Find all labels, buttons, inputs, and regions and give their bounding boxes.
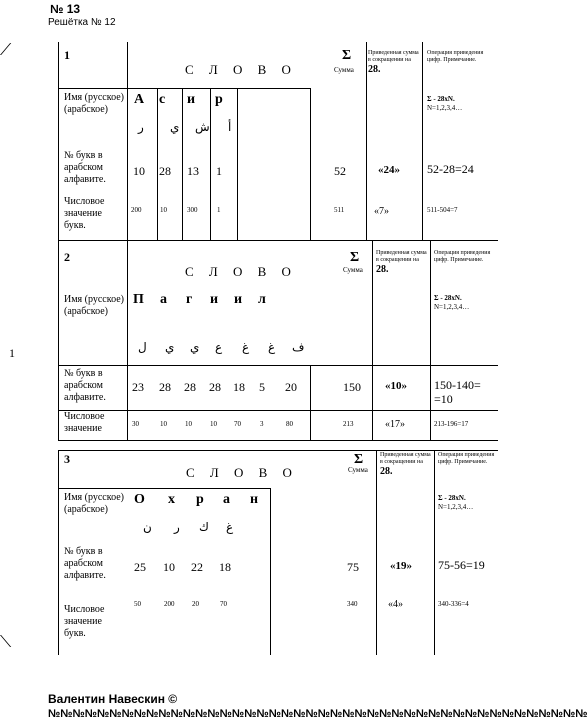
arabic-letter: ر xyxy=(138,120,144,134)
letter: с xyxy=(159,92,166,107)
letter-number: 22 xyxy=(191,560,203,574)
letter: О xyxy=(134,492,145,507)
numeric-sum: 511 xyxy=(334,206,345,214)
numeric-value: 10 xyxy=(185,420,192,428)
formula-n: N=1,2,3,4… xyxy=(434,303,470,311)
sum-label: Сумма xyxy=(343,266,363,274)
numeric-operation: 213-196=17 xyxy=(434,420,469,428)
side-label: 1 xyxy=(9,346,15,360)
arabic-letter: ي xyxy=(170,120,180,134)
sigma-symbol: Σ xyxy=(350,250,360,265)
numeric-value: 10 xyxy=(160,420,167,428)
number-sign-pattern: №№№№№№№№№№№№№№№№№№№№№№№№№№№№№№№№№№№№№№№№№№№№ xyxy=(48,708,588,720)
arabic-letter: ش xyxy=(195,120,210,134)
numeric-sum: 213 xyxy=(343,420,354,428)
letter: А xyxy=(134,92,145,107)
page-subtitle: Решётка № 12 xyxy=(48,17,116,28)
operation-label: Операция приведения цифр. Примечание. xyxy=(434,250,491,263)
formula-n: N=1,2,3,4… xyxy=(438,503,474,511)
arabic-letter: ي xyxy=(190,340,200,354)
name-label: Имя (русское) (арабское) xyxy=(64,92,124,115)
formula: Σ - 28xN. xyxy=(438,494,466,502)
numeric-value: 300 xyxy=(187,206,198,214)
numeric-reduced: «17» xyxy=(385,419,405,430)
name-label: Имя (русское) (арабское) xyxy=(64,492,124,515)
page-number: № 13 xyxy=(50,2,81,16)
letter-number: 1 xyxy=(216,164,222,178)
block-index: 3 xyxy=(64,452,70,466)
letter-number: 10 xyxy=(133,164,145,178)
arabic-letter: ك xyxy=(199,520,209,534)
formula-n: N=1,2,3,4… xyxy=(427,104,463,112)
letters-count-label: № букв в арабском алфавите. xyxy=(64,368,106,403)
arabic-letter: غ xyxy=(268,340,276,354)
arabic-letter: ي xyxy=(165,340,175,354)
numeric-reduced: «4» xyxy=(388,599,403,610)
letter: и xyxy=(234,292,243,307)
numeric-label: Числовое значение букв. xyxy=(64,604,105,639)
author-signature: Валентин Навескин © xyxy=(48,692,178,706)
numeric-value: 200 xyxy=(131,206,142,214)
letter: р xyxy=(196,492,204,507)
letter: и xyxy=(187,92,196,107)
sum-value: 150 xyxy=(343,380,361,394)
numeric-operation: 340-336=4 xyxy=(438,600,469,608)
operation-label: Операция приведения цифр. Примечание. xyxy=(427,50,484,63)
reduced-value: «19» xyxy=(390,560,412,572)
reduced-label: Приведенная сумма в сокращении на 28. xyxy=(368,50,419,75)
operation-value: 150-140= =10 xyxy=(434,378,481,406)
letter-number: 18 xyxy=(233,380,245,394)
arabic-letter: غ xyxy=(242,340,250,354)
reduced-label: Приведенная сумма в сокращении на 28. xyxy=(380,452,431,477)
letter-number: 28 xyxy=(209,380,221,394)
letter: и xyxy=(210,292,219,307)
letter: а xyxy=(223,492,230,507)
numeric-label: Числовое значение xyxy=(64,411,105,434)
formula: Σ - 28xN. xyxy=(434,294,462,302)
numeric-value: 70 xyxy=(220,600,227,608)
arabic-letter: ل xyxy=(138,340,147,354)
letter-number: 25 xyxy=(134,560,146,574)
numeric-value: 10 xyxy=(160,206,167,214)
arabic-letter: ع xyxy=(215,340,223,354)
left-bracket-top: ⟋ xyxy=(0,40,12,59)
numeric-value: 3 xyxy=(260,420,264,428)
left-bracket-bottom: ⟍ xyxy=(0,632,12,651)
letter: х xyxy=(168,492,175,507)
formula: Σ - 28xN. xyxy=(427,95,455,103)
arabic-letter: ر xyxy=(174,520,180,534)
letter: р xyxy=(215,92,223,107)
block-index: 2 xyxy=(64,250,70,264)
name-label: Имя (русское) (арабское) xyxy=(64,294,124,317)
sigma-symbol: Σ xyxy=(354,452,364,467)
sum-label: Сумма xyxy=(334,66,354,74)
letter-number: 5 xyxy=(259,380,265,394)
arabic-letter: أ xyxy=(228,120,232,134)
numeric-value: 1 xyxy=(217,206,221,214)
letter: г xyxy=(186,292,193,307)
letters-count-label: № букв в арабском алфавите. xyxy=(64,150,106,185)
sigma-symbol: Σ xyxy=(342,48,352,63)
numeric-sum: 340 xyxy=(347,600,358,608)
numeric-label: Числовое значение букв. xyxy=(64,196,105,231)
letter-number: 28 xyxy=(184,380,196,394)
letter-number: 10 xyxy=(163,560,175,574)
block-index: 1 xyxy=(64,48,70,62)
word-heading: С Л О В О xyxy=(185,264,297,279)
letter: а xyxy=(160,292,167,307)
arabic-letter: غ xyxy=(226,520,234,534)
operation-value: 52-28=24 xyxy=(427,162,474,176)
numeric-value: 80 xyxy=(286,420,293,428)
sum-label: Сумма xyxy=(348,466,368,474)
arabic-letter: ف xyxy=(292,340,305,354)
letter: н xyxy=(250,492,259,507)
operation-value: 75-56=19 xyxy=(438,558,485,572)
letter-number: 20 xyxy=(285,380,297,394)
numeric-reduced: «7» xyxy=(374,206,389,217)
numeric-value: 10 xyxy=(210,420,217,428)
letter-number: 13 xyxy=(187,164,199,178)
letter: П xyxy=(133,292,144,307)
reduced-value: «24» xyxy=(378,164,400,176)
reduced-value: «10» xyxy=(385,380,407,392)
numeric-value: 70 xyxy=(234,420,241,428)
word-heading: С Л О В О xyxy=(186,465,298,480)
sum-value: 52 xyxy=(334,164,346,178)
letter-number: 28 xyxy=(159,380,171,394)
word-heading: С Л О В О xyxy=(185,62,297,77)
letter-number: 23 xyxy=(132,380,144,394)
numeric-operation: 511-504=7 xyxy=(427,206,458,214)
numeric-value: 30 xyxy=(132,420,139,428)
reduced-label: Приведенная сумма в сокращении на 28. xyxy=(376,250,427,275)
letter-number: 18 xyxy=(219,560,231,574)
arabic-letter: ن xyxy=(143,520,152,534)
sum-value: 75 xyxy=(347,560,359,574)
numeric-value: 20 xyxy=(192,600,199,608)
letter: л xyxy=(258,292,266,307)
letter-number: 28 xyxy=(159,164,171,178)
numeric-value: 50 xyxy=(134,600,141,608)
operation-label: Операция приведения цифр. Примечание. xyxy=(438,452,495,465)
letters-count-label: № букв в арабском алфавите. xyxy=(64,546,106,581)
numeric-value: 200 xyxy=(164,600,175,608)
